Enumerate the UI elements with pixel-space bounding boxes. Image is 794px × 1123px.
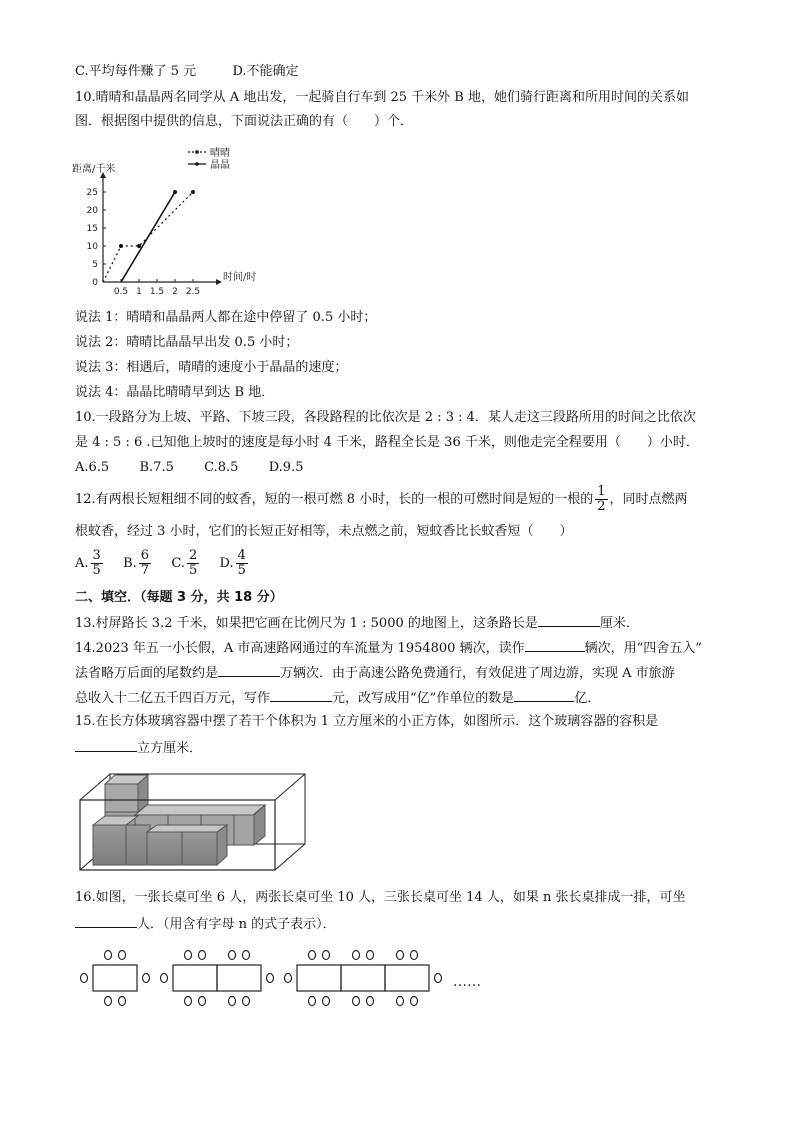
- seat-top: [199, 951, 206, 960]
- seat-top: [105, 951, 112, 960]
- distance-time-chart: [70, 140, 260, 300]
- seat-top: [367, 951, 374, 960]
- y-tick-label: 15: [86, 224, 98, 234]
- x-tick-label: 2.5: [185, 287, 201, 297]
- q14-blank-1[interactable]: [525, 637, 585, 652]
- ellipsis: ……: [453, 974, 481, 990]
- x-axis-arrow: [216, 279, 222, 285]
- q12-option-d: D. $\frac{4}{5}$: [219, 548, 246, 578]
- q12-line-1: 12.有两根长短粗细不同的蚊香，短的一根可燃 8 小时，长的一根的可燃时间是短的一根的 $\frac{1}{2}$ ，同时点燃两: [75, 484, 688, 514]
- seat-top: [397, 951, 404, 960]
- seat-bottom: [353, 997, 360, 1006]
- seat-top: [411, 951, 418, 960]
- q14-line-1: 14.2023 年五一小长假，A 市高速路网通过的车流量为 1954800 辆次，读作 辆次，用“四舍五入”: [75, 637, 702, 659]
- data-point: [173, 190, 177, 194]
- series-line-2: [121, 192, 175, 282]
- seat-top: [309, 951, 316, 960]
- legend-marker: [195, 150, 199, 154]
- q15-line-2: 立方厘米．: [75, 737, 202, 759]
- seat-top: [229, 951, 236, 960]
- y-tick-label: 20: [86, 206, 98, 216]
- seat-left: [285, 974, 292, 983]
- q11-option-c: C.8.5: [204, 460, 239, 475]
- statement-4: 说法 4：晶晶比晴晴早到达 B 地．: [75, 385, 275, 400]
- x-tick-label: 1.5: [149, 287, 165, 297]
- table-1-1: [93, 965, 137, 991]
- glass-container-figure: [75, 770, 310, 880]
- seat-bottom: [229, 997, 236, 1006]
- y-tick-label: 5: [92, 260, 98, 270]
- q10-line-1: 10.晴晴和晶晶两名同学从 A 地出发，一起骑自行车到 25 千米外 B 地，她们骑行距离和所用时间的关系如: [75, 90, 689, 105]
- seat-left: [161, 974, 168, 983]
- q14-blank-4[interactable]: [514, 687, 574, 702]
- seat-bottom: [367, 997, 374, 1006]
- table-3-1: [297, 965, 341, 991]
- statement-2: 说法 2：晴晴比晶晶早出发 0.5 小时；: [75, 335, 299, 350]
- q11-line-1: 10.一段路分为上坡、平路、下坡三段，各段路程的比依次是 2 : 3 : 4．某人走这三段路所用的时间之比依次: [75, 410, 696, 425]
- q14-blank-2[interactable]: [218, 662, 280, 677]
- option-c: C.平均每件赚了 5 元: [75, 64, 197, 79]
- legend-label-2: 晶晶: [210, 160, 230, 171]
- table-3-2: [341, 965, 385, 991]
- x-tick-label: 0.5: [113, 287, 129, 297]
- seat-bottom: [119, 997, 126, 1006]
- data-point: [137, 244, 141, 248]
- q16-blank[interactable]: [75, 913, 137, 928]
- seat-top: [243, 951, 250, 960]
- y-tick-label: 10: [86, 242, 98, 252]
- fraction-one-half: $\frac{1}{2}$: [597, 484, 606, 514]
- seat-bottom: [243, 997, 250, 1006]
- option-d: D.不能确定: [232, 64, 299, 79]
- data-point: [119, 244, 123, 248]
- q16-line-1: 16.如图，一张长桌可坐 6 人，两张长桌可坐 10 人，三张长桌可坐 14 人，如果 n 张长桌排成一排，可坐: [75, 890, 686, 905]
- q11-option-b: B.7.5: [139, 460, 174, 475]
- tables-figure: [75, 945, 495, 1015]
- x-tick-label: 2: [172, 287, 178, 297]
- seat-top: [323, 951, 330, 960]
- q11-option-d: D.9.5: [268, 460, 304, 475]
- y-tick-label: 0: [92, 278, 98, 288]
- statement-3: 说法 3：相遇后，晴晴的速度小于晶晶的速度；: [75, 360, 348, 375]
- q12-options: [75, 548, 250, 580]
- legend-marker: [195, 162, 199, 166]
- seat-top: [119, 951, 126, 960]
- seat-top: [185, 951, 192, 960]
- q11-option-a: A.6.5: [75, 460, 110, 475]
- q14-line-3: 总收入十二亿五千四百万元，写作 元，改写成用“亿”作单位的数是 亿．: [75, 687, 600, 709]
- seat-bottom: [105, 997, 112, 1006]
- q12-line-2: 根蚊香，经过 3 小时，它们的长短正好相等，未点燃之前，短蚊香比长蚊香短（ ）: [75, 524, 573, 539]
- x-axis-label: 时间/时: [223, 272, 257, 283]
- q11-line-2: 是 4 : 5 : 6 .已知他上坡时的速度是每小时 4 千米，路程全长是 36 千米，则他走完全程要用（ ）小时．: [75, 435, 699, 450]
- data-point: [191, 190, 195, 194]
- seat-bottom: [309, 997, 316, 1006]
- table-3-3: [385, 965, 429, 991]
- seat-right: [435, 974, 442, 983]
- seat-right: [267, 974, 274, 983]
- y-axis-label: 距离/千米: [72, 164, 116, 175]
- seat-bottom: [411, 997, 418, 1006]
- q16-line-2: 人．（用含有字母 n 的式子表示）．: [75, 913, 336, 935]
- seat-bottom: [185, 997, 192, 1006]
- statement-1: 说法 1：晴晴和晶晶两人都在途中停留了 0.5 小时；: [75, 310, 377, 325]
- q11-options: [75, 458, 304, 478]
- seat-left: [81, 974, 88, 983]
- q15-line-1: 15.在长方体玻璃容器中摆了若干个体积为 1 立方厘米的小正方体，如图所示．这个玻璃容器的容积是: [75, 714, 659, 729]
- q14-line-2: 法省略万后面的尾数约是 万辆次．由于高速公路免费通行，有效促进了周边游，实现 A 市旅游: [75, 662, 675, 684]
- q13: 13.村屏路长 3.2 千米，如果把它画在比例尺为 1 : 5000 的地图上，这条路长是 厘米．: [75, 612, 639, 634]
- seat-bottom: [397, 997, 404, 1006]
- q15-blank[interactable]: [75, 737, 137, 752]
- q13-blank[interactable]: [538, 612, 600, 627]
- q12-option-c: C. $\frac{2}{5}$: [171, 548, 198, 578]
- q12-option-a: A. $\frac{3}{5}$: [75, 548, 101, 578]
- seat-bottom: [199, 997, 206, 1006]
- seat-right: [143, 974, 150, 983]
- y-tick-label: 25: [86, 188, 98, 198]
- legend-label-1: 晴晴: [210, 148, 230, 159]
- x-tick-label: 1: [136, 287, 142, 297]
- section-2-heading: 二、填空．（每题 3 分，共 18 分）: [75, 590, 283, 605]
- seat-bottom: [323, 997, 330, 1006]
- q12-option-b: B. $\frac{6}{7}$: [123, 548, 150, 578]
- table-2-2: [217, 965, 261, 991]
- seat-top: [353, 951, 360, 960]
- q14-blank-3[interactable]: [270, 687, 332, 702]
- q10-line-2: 图．根据图中提供的信息，下面说法正确的有（ ）个．: [75, 114, 414, 129]
- table-2-1: [173, 965, 217, 991]
- q9-options: [75, 62, 299, 82]
